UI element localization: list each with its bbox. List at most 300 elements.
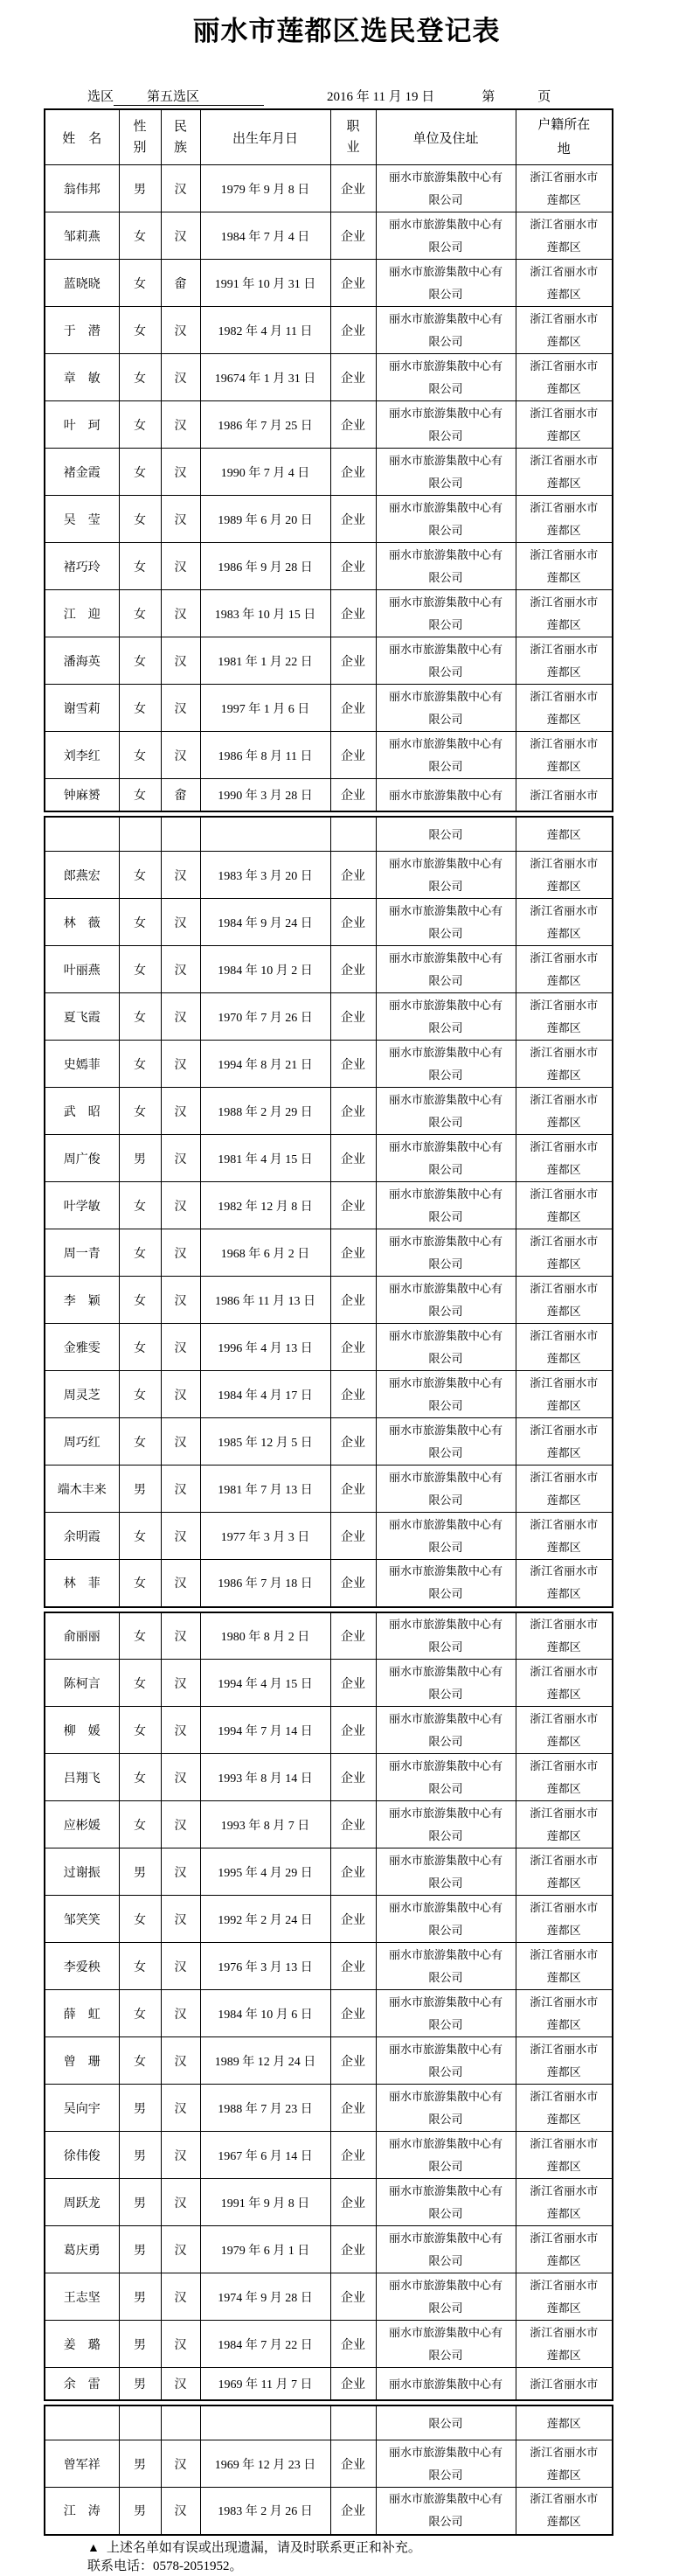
cell-name: 薛 虹 bbox=[45, 1990, 119, 2037]
cell-occupation: 企业 bbox=[330, 354, 376, 401]
table-row bbox=[45, 899, 613, 946]
cell-gender: 男 bbox=[119, 2321, 161, 2368]
cell-unit-address: 丽水市旅游集散中心有 限公司 bbox=[376, 1943, 516, 1990]
cell-occupation: 企业 bbox=[330, 1277, 376, 1324]
cell-registration: 浙江省丽水市 莲都区 bbox=[516, 2179, 613, 2226]
cell-ethnicity: 汉 bbox=[161, 2440, 200, 2488]
cell-occupation: 企业 bbox=[330, 1229, 376, 1277]
cell-occupation: 企业 bbox=[330, 590, 376, 637]
cell-registration: 浙江省丽水市 莲都区 bbox=[516, 260, 613, 307]
cell-registration: 浙江省丽水市 莲都区 bbox=[516, 590, 613, 637]
table-row bbox=[45, 1848, 613, 1896]
table-row bbox=[45, 590, 613, 637]
cell-gender: 男 bbox=[119, 2085, 161, 2132]
cell-occupation: 企业 bbox=[330, 779, 376, 811]
cell-unit-address: 丽水市旅游集散中心有 限公司 bbox=[376, 1660, 516, 1707]
cell-ethnicity: 汉 bbox=[161, 2273, 200, 2321]
cell-registration: 浙江省丽水市 莲都区 bbox=[516, 1943, 613, 1990]
cell-registration: 浙江省丽水市 莲都区 bbox=[516, 354, 613, 401]
table-row bbox=[45, 1418, 613, 1466]
cell-birth-date: 1974 年 9 月 28 日 bbox=[200, 2273, 330, 2321]
column-header: 性别 bbox=[119, 109, 161, 165]
cell-name: 叶丽燕 bbox=[45, 946, 119, 993]
cell-ethnicity: 汉 bbox=[161, 1135, 200, 1182]
cell-name bbox=[45, 2405, 119, 2440]
cell-gender: 女 bbox=[119, 496, 161, 543]
cell-occupation: 企业 bbox=[330, 2179, 376, 2226]
cell-occupation: 企业 bbox=[330, 1041, 376, 1088]
cell-ethnicity: 汉 bbox=[161, 1990, 200, 2037]
cell-registration: 浙江省丽水市 莲都区 bbox=[516, 1801, 613, 1848]
cell-gender: 女 bbox=[119, 590, 161, 637]
cell-registration: 浙江省丽水市 莲都区 bbox=[516, 1135, 613, 1182]
cell-occupation: 企业 bbox=[330, 212, 376, 260]
cell-birth-date: 1967 年 6 月 14 日 bbox=[200, 2132, 330, 2179]
district-label: 选区 bbox=[87, 90, 114, 104]
cell-registration: 浙江省丽水市 莲都区 bbox=[516, 1707, 613, 1754]
table-row bbox=[45, 637, 613, 685]
cell-occupation: 企业 bbox=[330, 1324, 376, 1371]
cell-occupation: 企业 bbox=[330, 637, 376, 685]
cell-ethnicity: 汉 bbox=[161, 2037, 200, 2085]
cell-birth-date: 1984 年 7 月 4 日 bbox=[200, 212, 330, 260]
cell-registration: 浙江省丽水市 莲都区 bbox=[516, 2132, 613, 2179]
cell-birth-date: 1992 年 2 月 24 日 bbox=[200, 1896, 330, 1943]
cell-occupation: 企业 bbox=[330, 1371, 376, 1418]
cell-registration: 浙江省丽水市 莲都区 bbox=[516, 946, 613, 993]
cell-birth-date: 1983 年 2 月 26 日 bbox=[200, 2488, 330, 2535]
cell-occupation: 企业 bbox=[330, 732, 376, 779]
cell-registration: 浙江省丽水市 莲都区 bbox=[516, 1660, 613, 1707]
cell-unit-address: 限公司 bbox=[376, 817, 516, 852]
cell-registration: 浙江省丽水市 莲都区 bbox=[516, 732, 613, 779]
cell-ethnicity: 汉 bbox=[161, 1182, 200, 1229]
cell-unit-address: 丽水市旅游集散中心有 限公司 bbox=[376, 1707, 516, 1754]
cell-unit-address: 限公司 bbox=[376, 2405, 516, 2440]
cell-name: 过谢振 bbox=[45, 1848, 119, 1896]
cell-unit-address: 丽水市旅游集散中心有 限公司 bbox=[376, 354, 516, 401]
cell-ethnicity: 汉 bbox=[161, 993, 200, 1041]
cell-name: 郎燕宏 bbox=[45, 852, 119, 899]
cell-ethnicity: 汉 bbox=[161, 496, 200, 543]
table-row bbox=[45, 1896, 613, 1943]
cell-ethnicity: 汉 bbox=[161, 1324, 200, 1371]
cell-gender: 女 bbox=[119, 1560, 161, 1607]
cell-birth-date: 1994 年 7 月 14 日 bbox=[200, 1707, 330, 1754]
cell-gender: 女 bbox=[119, 449, 161, 496]
cell-unit-address: 丽水市旅游集散中心有 bbox=[376, 779, 516, 811]
table-row bbox=[45, 1371, 613, 1418]
cell-registration: 浙江省丽水市 莲都区 bbox=[516, 1418, 613, 1466]
cell-birth-date: 1993 年 8 月 7 日 bbox=[200, 1801, 330, 1848]
cell-unit-address: 丽水市旅游集散中心有 限公司 bbox=[376, 260, 516, 307]
cell-gender: 男 bbox=[119, 2132, 161, 2179]
cell-name: 褚巧玲 bbox=[45, 543, 119, 590]
cell-name: 李 颖 bbox=[45, 1277, 119, 1324]
cell-unit-address: 丽水市旅游集散中心有 限公司 bbox=[376, 2273, 516, 2321]
cell-registration: 浙江省丽水市 莲都区 bbox=[516, 401, 613, 449]
table-row bbox=[45, 1612, 613, 1660]
cell-gender: 女 bbox=[119, 543, 161, 590]
cell-gender: 男 bbox=[119, 2226, 161, 2273]
cell-gender bbox=[119, 2405, 161, 2440]
table-row bbox=[45, 1990, 613, 2037]
cell-registration: 浙江省丽水市 莲都区 bbox=[516, 496, 613, 543]
cell-occupation: 企业 bbox=[330, 2440, 376, 2488]
cell-birth-date: 1981 年 7 月 13 日 bbox=[200, 1466, 330, 1513]
table-row bbox=[45, 1943, 613, 1990]
cell-birth-date: 1984 年 9 月 24 日 bbox=[200, 899, 330, 946]
cell-name: 周巧红 bbox=[45, 1418, 119, 1466]
cell-birth-date: 1984 年 7 月 22 日 bbox=[200, 2321, 330, 2368]
cell-registration: 浙江省丽水市 莲都区 bbox=[516, 1754, 613, 1801]
cell-birth-date: 1986 年 7 月 18 日 bbox=[200, 1560, 330, 1607]
cell-unit-address: 丽水市旅游集散中心有 限公司 bbox=[376, 2085, 516, 2132]
cell-name: 邹莉燕 bbox=[45, 212, 119, 260]
table-row bbox=[45, 817, 613, 852]
cell-registration: 莲都区 bbox=[516, 817, 613, 852]
cell-gender: 男 bbox=[119, 2440, 161, 2488]
cell-unit-address: 丽水市旅游集散中心有 限公司 bbox=[376, 1896, 516, 1943]
cell-birth-date: 1976 年 3 月 13 日 bbox=[200, 1943, 330, 1990]
cell-birth-date: 1985 年 12 月 5 日 bbox=[200, 1418, 330, 1466]
page-title: 丽水市莲都区选民登记表 bbox=[192, 16, 501, 46]
page-number-prefix: 第 bbox=[482, 90, 495, 104]
cell-name: 周一青 bbox=[45, 1229, 119, 1277]
cell-unit-address: 丽水市旅游集散中心有 限公司 bbox=[376, 946, 516, 993]
table-row bbox=[45, 2440, 613, 2488]
cell-unit-address: 丽水市旅游集散中心有 限公司 bbox=[376, 899, 516, 946]
cell-occupation: 企业 bbox=[330, 1612, 376, 1660]
cell-registration: 浙江省丽水市 莲都区 bbox=[516, 2085, 613, 2132]
cell-gender bbox=[119, 817, 161, 852]
cell-gender: 女 bbox=[119, 401, 161, 449]
cell-unit-address: 丽水市旅游集散中心有 限公司 bbox=[376, 590, 516, 637]
cell-ethnicity: 汉 bbox=[161, 1801, 200, 1848]
cell-gender: 女 bbox=[119, 1182, 161, 1229]
cell-gender: 男 bbox=[119, 2488, 161, 2535]
cell-name: 余 雷 bbox=[45, 2368, 119, 2400]
cell-registration: 浙江省丽水市 莲都区 bbox=[516, 1229, 613, 1277]
cell-registration: 浙江省丽水市 莲都区 bbox=[516, 993, 613, 1041]
cell-name: 叶 珂 bbox=[45, 401, 119, 449]
cell-unit-address: 丽水市旅游集散中心有 限公司 bbox=[376, 637, 516, 685]
cell-unit-address: 丽水市旅游集散中心有 限公司 bbox=[376, 1801, 516, 1848]
cell-ethnicity: 汉 bbox=[161, 165, 200, 212]
column-header: 姓 名 bbox=[45, 109, 119, 165]
cell-birth-date: 1988 年 2 月 29 日 bbox=[200, 1088, 330, 1135]
cell-name: 夏飞霞 bbox=[45, 993, 119, 1041]
cell-unit-address: 丽水市旅游集散中心有 限公司 bbox=[376, 1560, 516, 1607]
cell-name: 蓝晓晓 bbox=[45, 260, 119, 307]
cell-occupation: 企业 bbox=[330, 1707, 376, 1754]
table-row bbox=[45, 1660, 613, 1707]
cell-gender: 女 bbox=[119, 779, 161, 811]
cell-gender: 男 bbox=[119, 165, 161, 212]
cell-occupation: 企业 bbox=[330, 1754, 376, 1801]
cell-ethnicity: 汉 bbox=[161, 732, 200, 779]
cell-ethnicity: 汉 bbox=[161, 899, 200, 946]
cell-name: 徐伟俊 bbox=[45, 2132, 119, 2179]
cell-occupation: 企业 bbox=[330, 2273, 376, 2321]
cell-occupation: 企业 bbox=[330, 496, 376, 543]
cell-name: 吴 莹 bbox=[45, 496, 119, 543]
cell-registration: 浙江省丽水市 莲都区 bbox=[516, 543, 613, 590]
cell-name: 柳 媛 bbox=[45, 1707, 119, 1754]
table-row bbox=[45, 1182, 613, 1229]
cell-name: 潘海英 bbox=[45, 637, 119, 685]
cell-registration: 浙江省丽水市 莲都区 bbox=[516, 449, 613, 496]
cell-registration: 浙江省丽水市 莲都区 bbox=[516, 2321, 613, 2368]
table-row bbox=[45, 2405, 613, 2440]
cell-name: 林 薇 bbox=[45, 899, 119, 946]
cell-occupation: 企业 bbox=[330, 946, 376, 993]
cell-gender: 男 bbox=[119, 1848, 161, 1896]
cell-occupation: 企业 bbox=[330, 307, 376, 354]
cell-birth-date: 1980 年 8 月 2 日 bbox=[200, 1612, 330, 1660]
cell-unit-address: 丽水市旅游集散中心有 限公司 bbox=[376, 1088, 516, 1135]
cell-occupation: 企业 bbox=[330, 1418, 376, 1466]
cell-unit-address: 丽水市旅游集散中心有 限公司 bbox=[376, 732, 516, 779]
cell-birth-date: 1990 年 3 月 28 日 bbox=[200, 779, 330, 811]
cell-occupation: 企业 bbox=[330, 2132, 376, 2179]
cell-gender: 女 bbox=[119, 307, 161, 354]
cell-unit-address: 丽水市旅游集散中心有 限公司 bbox=[376, 1754, 516, 1801]
table-row bbox=[45, 2273, 613, 2321]
cell-registration: 浙江省丽水市 莲都区 bbox=[516, 637, 613, 685]
cell-gender: 女 bbox=[119, 354, 161, 401]
table-row bbox=[45, 1135, 613, 1182]
cell-gender: 女 bbox=[119, 1943, 161, 1990]
cell-ethnicity: 汉 bbox=[161, 307, 200, 354]
cell-name: 邹笑笑 bbox=[45, 1896, 119, 1943]
cell-gender: 女 bbox=[119, 1754, 161, 1801]
cell-occupation: 企业 bbox=[330, 1848, 376, 1896]
cell-gender: 男 bbox=[119, 2273, 161, 2321]
cell-gender: 女 bbox=[119, 1371, 161, 1418]
cell-unit-address: 丽水市旅游集散中心有 限公司 bbox=[376, 307, 516, 354]
cell-occupation: 企业 bbox=[330, 685, 376, 732]
cell-registration: 浙江省丽水市 莲都区 bbox=[516, 1324, 613, 1371]
cell-registration: 浙江省丽水市 莲都区 bbox=[516, 685, 613, 732]
cell-occupation: 企业 bbox=[330, 1801, 376, 1848]
cell-birth-date: 1983 年 10 月 15 日 bbox=[200, 590, 330, 637]
voter-table-block bbox=[44, 108, 613, 812]
cell-ethnicity: 汉 bbox=[161, 1660, 200, 1707]
table-row bbox=[45, 2037, 613, 2085]
cell-occupation bbox=[330, 817, 376, 852]
cell-ethnicity: 畲 bbox=[161, 779, 200, 811]
cell-name: 姜 璐 bbox=[45, 2321, 119, 2368]
cell-birth-date: 1994 年 4 月 15 日 bbox=[200, 1660, 330, 1707]
cell-gender: 女 bbox=[119, 899, 161, 946]
column-header: 职业 bbox=[330, 109, 376, 165]
cell-occupation: 企业 bbox=[330, 2226, 376, 2273]
table-row bbox=[45, 2488, 613, 2535]
table-row bbox=[45, 2132, 613, 2179]
cell-registration: 浙江省丽水市 莲都区 bbox=[516, 1182, 613, 1229]
cell-name: 俞丽丽 bbox=[45, 1612, 119, 1660]
cell-gender: 女 bbox=[119, 2037, 161, 2085]
cell-name: 陈柯言 bbox=[45, 1660, 119, 1707]
cell-gender: 女 bbox=[119, 732, 161, 779]
cell-birth-date: 1970 年 7 月 26 日 bbox=[200, 993, 330, 1041]
cell-registration: 浙江省丽水市 莲都区 bbox=[516, 212, 613, 260]
cell-registration: 浙江省丽水市 莲都区 bbox=[516, 2226, 613, 2273]
cell-registration: 浙江省丽水市 莲都区 bbox=[516, 1088, 613, 1135]
cell-ethnicity: 汉 bbox=[161, 401, 200, 449]
cell-ethnicity bbox=[161, 817, 200, 852]
table-row bbox=[45, 449, 613, 496]
cell-gender: 女 bbox=[119, 946, 161, 993]
cell-registration: 浙江省丽水市 莲都区 bbox=[516, 307, 613, 354]
cell-occupation: 企业 bbox=[330, 1560, 376, 1607]
cell-registration: 浙江省丽水市 莲都区 bbox=[516, 852, 613, 899]
cell-ethnicity: 汉 bbox=[161, 1707, 200, 1754]
cell-occupation: 企业 bbox=[330, 1990, 376, 2037]
cell-ethnicity: 汉 bbox=[161, 852, 200, 899]
cell-ethnicity: 汉 bbox=[161, 212, 200, 260]
register-date: 2016 年 11 月 19 日 bbox=[327, 90, 435, 104]
cell-name: 端木丰来 bbox=[45, 1466, 119, 1513]
cell-birth-date: 1988 年 7 月 23 日 bbox=[200, 2085, 330, 2132]
table-row bbox=[45, 1277, 613, 1324]
cell-ethnicity: 汉 bbox=[161, 1513, 200, 1560]
cell-unit-address: 丽水市旅游集散中心有 限公司 bbox=[376, 543, 516, 590]
table-row bbox=[45, 993, 613, 1041]
table-row bbox=[45, 496, 613, 543]
cell-birth-date: 1986 年 7 月 25 日 bbox=[200, 401, 330, 449]
cell-occupation: 企业 bbox=[330, 852, 376, 899]
cell-unit-address: 丽水市旅游集散中心有 限公司 bbox=[376, 1135, 516, 1182]
cell-birth-date: 1984 年 10 月 2 日 bbox=[200, 946, 330, 993]
cell-occupation: 企业 bbox=[330, 899, 376, 946]
table-row bbox=[45, 779, 613, 811]
cell-ethnicity: 汉 bbox=[161, 1560, 200, 1607]
cell-occupation: 企业 bbox=[330, 165, 376, 212]
cell-ethnicity: 汉 bbox=[161, 2179, 200, 2226]
cell-ethnicity: 汉 bbox=[161, 449, 200, 496]
cell-ethnicity: 汉 bbox=[161, 1277, 200, 1324]
cell-registration: 浙江省丽水市 莲都区 bbox=[516, 899, 613, 946]
cell-registration: 浙江省丽水市 莲都区 bbox=[516, 2440, 613, 2488]
cell-gender: 男 bbox=[119, 1466, 161, 1513]
cell-ethnicity: 汉 bbox=[161, 1229, 200, 1277]
cell-unit-address: 丽水市旅游集散中心有 限公司 bbox=[376, 2440, 516, 2488]
table-row bbox=[45, 1466, 613, 1513]
cell-registration: 浙江省丽水市 bbox=[516, 779, 613, 811]
cell-birth-date: 1982 年 4 月 11 日 bbox=[200, 307, 330, 354]
cell-occupation: 企业 bbox=[330, 1182, 376, 1229]
voter-table-block bbox=[44, 2405, 613, 2536]
cell-occupation: 企业 bbox=[330, 2085, 376, 2132]
cell-name: 王志坚 bbox=[45, 2273, 119, 2321]
cell-registration: 浙江省丽水市 莲都区 bbox=[516, 1277, 613, 1324]
cell-gender: 女 bbox=[119, 1990, 161, 2037]
cell-name: 江 迎 bbox=[45, 590, 119, 637]
cell-occupation: 企业 bbox=[330, 2321, 376, 2368]
cell-occupation: 企业 bbox=[330, 2488, 376, 2535]
cell-gender: 女 bbox=[119, 852, 161, 899]
table-row bbox=[45, 1707, 613, 1754]
cell-occupation: 企业 bbox=[330, 1896, 376, 1943]
voter-table-block bbox=[44, 816, 613, 1608]
cell-unit-address: 丽水市旅游集散中心有 限公司 bbox=[376, 1848, 516, 1896]
cell-unit-address: 丽水市旅游集散中心有 限公司 bbox=[376, 2488, 516, 2535]
cell-ethnicity: 汉 bbox=[161, 1896, 200, 1943]
cell-occupation: 企业 bbox=[330, 1135, 376, 1182]
table-row bbox=[45, 1041, 613, 1088]
cell-occupation: 企业 bbox=[330, 260, 376, 307]
table-row bbox=[45, 1754, 613, 1801]
column-header: 户籍所在地 bbox=[516, 109, 613, 165]
cell-birth-date: 1994 年 8 月 21 日 bbox=[200, 1041, 330, 1088]
cell-gender: 女 bbox=[119, 1612, 161, 1660]
cell-name: 谢雪莉 bbox=[45, 685, 119, 732]
cell-gender: 女 bbox=[119, 1277, 161, 1324]
cell-name: 翁伟邦 bbox=[45, 165, 119, 212]
cell-birth-date: 1997 年 1 月 6 日 bbox=[200, 685, 330, 732]
table-row bbox=[45, 165, 613, 212]
cell-ethnicity: 汉 bbox=[161, 946, 200, 993]
cell-unit-address: 丽水市旅游集散中心有 限公司 bbox=[376, 1418, 516, 1466]
cell-name: 叶学敏 bbox=[45, 1182, 119, 1229]
cell-name: 余明霞 bbox=[45, 1513, 119, 1560]
cell-birth-date: 1991 年 10 月 31 日 bbox=[200, 260, 330, 307]
cell-occupation: 企业 bbox=[330, 1943, 376, 1990]
cell-ethnicity: 汉 bbox=[161, 1943, 200, 1990]
cell-name: 周跃龙 bbox=[45, 2179, 119, 2226]
table-row bbox=[45, 2085, 613, 2132]
cell-birth-date: 1979 年 9 月 8 日 bbox=[200, 165, 330, 212]
table-row bbox=[45, 1801, 613, 1848]
cell-occupation: 企业 bbox=[330, 449, 376, 496]
cell-birth-date: 1968 年 6 月 2 日 bbox=[200, 1229, 330, 1277]
table-row bbox=[45, 212, 613, 260]
cell-ethnicity: 汉 bbox=[161, 2321, 200, 2368]
cell-birth-date: 1996 年 4 月 13 日 bbox=[200, 1324, 330, 1371]
cell-unit-address: 丽水市旅游集散中心有 限公司 bbox=[376, 212, 516, 260]
cell-ethnicity: 汉 bbox=[161, 2368, 200, 2400]
table-row bbox=[45, 354, 613, 401]
cell-unit-address: 丽水市旅游集散中心有 限公司 bbox=[376, 1324, 516, 1371]
tables bbox=[0, 108, 693, 2536]
cell-occupation: 企业 bbox=[330, 2368, 376, 2400]
cell-unit-address: 丽水市旅游集散中心有 限公司 bbox=[376, 1277, 516, 1324]
table-row bbox=[45, 2179, 613, 2226]
cell-registration: 浙江省丽水市 莲都区 bbox=[516, 1896, 613, 1943]
cell-gender: 女 bbox=[119, 1324, 161, 1371]
cell-registration: 浙江省丽水市 莲都区 bbox=[516, 1848, 613, 1896]
cell-name: 周灵芝 bbox=[45, 1371, 119, 1418]
cell-unit-address: 丽水市旅游集散中心有 限公司 bbox=[376, 2321, 516, 2368]
meta-line bbox=[0, 87, 693, 106]
cell-unit-address: 丽水市旅游集散中心有 限公司 bbox=[376, 401, 516, 449]
cell-registration: 浙江省丽水市 莲都区 bbox=[516, 165, 613, 212]
cell-birth-date: 1969 年 12 月 23 日 bbox=[200, 2440, 330, 2488]
cell-name: 周广俊 bbox=[45, 1135, 119, 1182]
cell-ethnicity: 汉 bbox=[161, 543, 200, 590]
cell-birth-date: 1979 年 6 月 1 日 bbox=[200, 2226, 330, 2273]
table-row bbox=[45, 732, 613, 779]
cell-ethnicity: 汉 bbox=[161, 1848, 200, 1896]
column-header: 民族 bbox=[161, 109, 200, 165]
cell-birth-date: 1984 年 4 月 17 日 bbox=[200, 1371, 330, 1418]
cell-ethnicity: 汉 bbox=[161, 1418, 200, 1466]
cell-ethnicity: 畲 bbox=[161, 260, 200, 307]
cell-gender: 女 bbox=[119, 637, 161, 685]
cell-name bbox=[45, 817, 119, 852]
